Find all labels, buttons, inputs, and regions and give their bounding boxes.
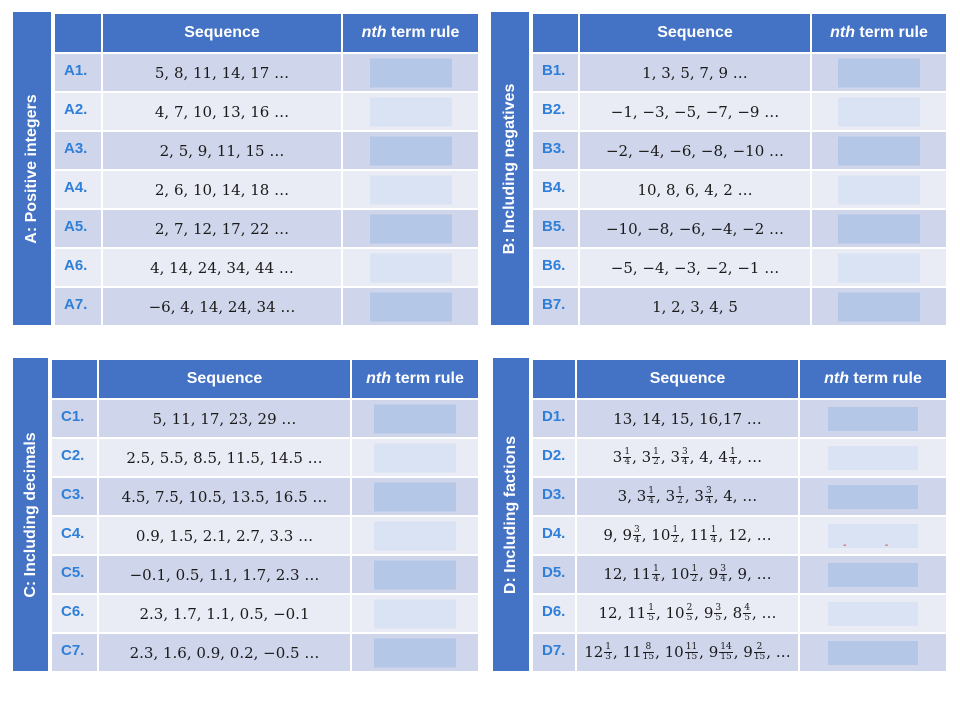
table-row: [532, 477, 947, 516]
header-row: [532, 13, 947, 53]
answer-cover-box[interactable]: [838, 97, 920, 126]
rule-cell: [811, 248, 947, 287]
label-header: [532, 359, 576, 399]
fraction-numerator: 1: [710, 525, 717, 536]
rule-cell: [799, 399, 947, 438]
table-row: [54, 209, 479, 248]
answer-cover-box[interactable]: [838, 58, 920, 87]
panel-b: [491, 12, 946, 325]
sequence-cell: 2.3, 1.6, 0.9, 0.2, −0.5 …: [98, 633, 351, 672]
sequence-text: 12, 11: [598, 603, 647, 622]
rule-header-rest: term rule: [848, 370, 922, 387]
sequence-cell: −6, 4, 14, 24, 34 …: [102, 287, 342, 326]
rule-header: [799, 359, 947, 399]
sequence-cell: [576, 594, 799, 633]
answer-cover-box[interactable]: [838, 253, 920, 282]
sequence-cell: 1, 2, 3, 4, 5: [579, 287, 811, 326]
fraction-numerator: 1: [691, 564, 698, 575]
fraction-denominator: 5: [715, 613, 722, 624]
fraction: [681, 448, 689, 467]
rule-cell: [351, 477, 479, 516]
fraction-denominator: 15: [685, 652, 698, 663]
fraction-denominator: 5: [744, 613, 750, 624]
sequence-text: , 3: [684, 486, 704, 505]
fraction-numerator: 1: [605, 642, 612, 653]
row-label: D2.: [532, 438, 576, 477]
fraction-denominator: 4: [634, 535, 640, 546]
table-c: [50, 358, 480, 673]
answer-cover-box[interactable]: [374, 482, 456, 511]
rule-cell: [342, 170, 479, 209]
fraction-denominator: 15: [720, 652, 732, 663]
sequence-header: Sequence: [579, 13, 811, 53]
rule-cell: [811, 53, 947, 92]
row-label: A2.: [54, 92, 102, 131]
row-label: A1.: [54, 53, 102, 92]
answer-cover-box[interactable]: [374, 638, 456, 667]
table-row: [532, 248, 947, 287]
sequence-cell: 2, 7, 12, 17, 22 …: [102, 209, 342, 248]
fraction-denominator: 15: [753, 652, 766, 663]
sequence-cell: [576, 516, 799, 555]
fraction: [714, 604, 722, 623]
fraction-numerator: 1: [677, 486, 683, 497]
table-row: [51, 633, 479, 672]
side-label-b-text: B: Including negatives: [501, 83, 518, 254]
rule-header: [351, 359, 479, 399]
fraction-denominator: 4: [729, 457, 736, 468]
table-d: [531, 358, 948, 673]
table-row: [54, 287, 479, 326]
fraction-denominator: 4: [705, 496, 712, 507]
answer-cover-box[interactable]: [828, 602, 918, 626]
fraction: [633, 526, 641, 545]
rule-cell: [342, 53, 479, 92]
fraction-numerator: 1: [653, 564, 659, 575]
sequence-text: , 9: [699, 564, 719, 583]
rule-cell: [342, 287, 479, 326]
rule-cell: [351, 516, 479, 555]
fraction-numerator: 3: [634, 525, 640, 536]
answer-cover-box[interactable]: [370, 175, 452, 204]
rule-cell: [799, 555, 947, 594]
answer-cover-box[interactable]: [374, 599, 456, 628]
panel-d: [493, 358, 946, 671]
sequence-text: , 9: [699, 642, 719, 661]
rule-header-em: nth: [830, 24, 855, 41]
sequence-cell: −10, −8, −6, −4, −2 …: [579, 209, 811, 248]
fraction-numerator: 14: [720, 642, 732, 653]
table-row: [532, 399, 947, 438]
fraction-denominator: 2: [653, 457, 659, 468]
fraction-denominator: 15: [642, 652, 655, 663]
table-a: [53, 12, 480, 327]
side-label-c-text: C: Including decimals: [21, 431, 39, 598]
table-row: [532, 438, 947, 477]
rule-cell: [799, 633, 947, 672]
sequence-text: , …: [751, 603, 777, 622]
fraction-numerator: 1: [648, 486, 655, 497]
rule-header-rest: term rule: [854, 24, 928, 41]
fraction: [676, 487, 684, 506]
fraction-numerator: 8: [643, 643, 654, 653]
rule-cell: [799, 594, 947, 633]
fraction-numerator: 11: [685, 642, 698, 653]
sequence-cell: 2.5, 5.5, 8.5, 11.5, 14.5 …: [98, 438, 351, 477]
sequence-text: , 3: [656, 486, 676, 505]
row-label: C7.: [51, 633, 98, 672]
fraction: [643, 643, 654, 662]
panel-a: [13, 12, 478, 325]
table-row: [54, 170, 479, 209]
table-row: [51, 555, 479, 594]
rule-cell: [351, 555, 479, 594]
table-row: [532, 53, 947, 92]
sequence-cell: 10, 8, 6, 4, 2 …: [579, 170, 811, 209]
sequence-text: 12: [584, 642, 604, 661]
row-label: B2.: [532, 92, 579, 131]
sequence-text: , 3: [660, 447, 680, 466]
fraction: [729, 448, 737, 467]
fraction-denominator: 3: [605, 652, 612, 663]
sequence-text: , 10: [660, 564, 690, 583]
answer-cover-box[interactable]: [838, 292, 920, 321]
rule-cell: [351, 594, 479, 633]
rule-cell: [351, 633, 479, 672]
table-row: [532, 92, 947, 131]
fraction: [647, 604, 655, 623]
sequence-cell: [576, 633, 799, 672]
fraction-denominator: 5: [648, 613, 654, 624]
rule-cell: [799, 477, 947, 516]
sequence-text: 13, 14, 15, 16,17 …: [613, 409, 762, 428]
row-label: B5.: [532, 209, 579, 248]
fraction: [623, 448, 631, 467]
sequence-cell: 4, 14, 24, 34, 44 …: [102, 248, 342, 287]
answer-cover-box[interactable]: [374, 443, 456, 472]
sequence-text: 3, 3: [617, 486, 647, 505]
fraction-numerator: 3: [720, 564, 726, 575]
fraction-numerator: 3: [705, 486, 712, 497]
rule-header: [811, 13, 947, 53]
sequence-text: , 10: [655, 603, 685, 622]
table-d-body: [532, 399, 947, 672]
table-row: [532, 633, 947, 672]
answer-cover-box[interactable]: [370, 292, 452, 321]
rule-header: [342, 13, 479, 53]
sequence-cell: 1, 3, 5, 7, 9 …: [579, 53, 811, 92]
rule-cell: [342, 248, 479, 287]
table-row: [532, 594, 947, 633]
fraction-numerator: 1: [653, 447, 659, 458]
side-label-d: [493, 358, 531, 671]
table-row: [54, 92, 479, 131]
fraction-numerator: 2: [754, 643, 765, 653]
row-label: C1.: [51, 399, 98, 438]
table-row: [51, 438, 479, 477]
table-a-body: [54, 53, 479, 326]
sequence-cell: 5, 11, 17, 23, 29 …: [98, 399, 351, 438]
table-row: [532, 555, 947, 594]
panel-c: [13, 358, 478, 671]
table-b: [531, 12, 948, 327]
label-header: [532, 13, 579, 53]
fraction: [710, 526, 718, 545]
sequence-cell: 5, 8, 11, 14, 17 …: [102, 53, 342, 92]
fraction-numerator: 2: [686, 603, 693, 614]
sequence-cell: 2.3, 1.7, 1.1, 0.5, −0.1: [98, 594, 351, 633]
fraction-denominator: 4: [710, 535, 717, 546]
fraction-numerator: 4: [744, 603, 750, 614]
row-label: D6.: [532, 594, 576, 633]
row-label: B6.: [532, 248, 579, 287]
row-label: A4.: [54, 170, 102, 209]
row-label: D7.: [532, 633, 576, 672]
rule-header-rest: term rule: [390, 370, 464, 387]
sequence-text: 9, 9: [603, 525, 632, 544]
row-label: A5.: [54, 209, 102, 248]
sequence-cell: −0.1, 0.5, 1.1, 1.7, 2.3 …: [98, 555, 351, 594]
fraction-denominator: 2: [691, 574, 698, 585]
sequence-cell: −5, −4, −3, −2, −1 …: [579, 248, 811, 287]
answer-cover-box[interactable]: [370, 253, 452, 282]
fraction: [719, 565, 727, 584]
fraction: [604, 643, 612, 662]
fraction-denominator: 5: [686, 613, 693, 624]
row-label: A7.: [54, 287, 102, 326]
table-row: [51, 477, 479, 516]
sequence-text: , 8: [723, 603, 743, 622]
sequence-cell: [576, 477, 799, 516]
red-mark: - -: [843, 540, 889, 551]
side-label-b: [491, 12, 531, 325]
sequence-text: 12, 11: [603, 564, 652, 583]
table-row: [532, 287, 947, 326]
sequence-cell: [576, 438, 799, 477]
fraction: [686, 604, 694, 623]
answer-cover-box[interactable]: [370, 97, 452, 126]
answer-cover-box[interactable]: [828, 446, 918, 470]
sequence-text: , 4, 4: [689, 447, 728, 466]
rule-header-em: nth: [366, 370, 391, 387]
rule-header-em: nth: [824, 370, 849, 387]
table-row: [532, 209, 947, 248]
row-label: C4.: [51, 516, 98, 555]
fraction: [743, 604, 751, 623]
rule-cell: [811, 92, 947, 131]
sequence-text: 3: [612, 447, 623, 466]
sequence-cell: −1, −3, −5, −7, −9 …: [579, 92, 811, 131]
rule-cell: [342, 131, 479, 170]
sequence-cell: [576, 399, 799, 438]
table-row: [51, 594, 479, 633]
fraction-denominator: 2: [677, 496, 683, 507]
fraction-denominator: 4: [653, 574, 659, 585]
sequence-text: , …: [766, 642, 791, 661]
sequence-text: , 11: [680, 525, 709, 544]
row-label: C5.: [51, 555, 98, 594]
side-label-d-text: D: Including factions: [502, 435, 519, 594]
header-row: [532, 359, 947, 399]
fraction-denominator: 4: [648, 496, 655, 507]
fraction: [652, 565, 660, 584]
fraction-numerator: 3: [715, 603, 722, 614]
sequence-text: , 9: [733, 642, 753, 661]
answer-cover-box[interactable]: [828, 563, 918, 587]
table-row: [532, 170, 947, 209]
header-row: [54, 13, 479, 53]
rule-cell: [811, 170, 947, 209]
table-row: [51, 399, 479, 438]
fraction-numerator: 1: [672, 525, 679, 536]
answer-cover-box[interactable]: [838, 214, 920, 243]
side-label-c: [13, 358, 50, 671]
fraction: [719, 643, 732, 662]
row-label: A6.: [54, 248, 102, 287]
rule-cell: [351, 438, 479, 477]
sequence-header: Sequence: [576, 359, 799, 399]
sequence-cell: [576, 555, 799, 594]
row-label: C3.: [51, 477, 98, 516]
sequence-cell: 0.9, 1.5, 2.1, 2.7, 3.3 …: [98, 516, 351, 555]
answer-cover-box[interactable]: [370, 136, 452, 165]
row-label: D5.: [532, 555, 576, 594]
answer-cover-box[interactable]: [374, 560, 456, 589]
sequence-text: , 9, …: [728, 564, 772, 583]
label-header: [51, 359, 98, 399]
row-label: B3.: [532, 131, 579, 170]
fraction: [685, 643, 698, 662]
answer-cover-box[interactable]: [374, 404, 456, 433]
sequence-header: Sequence: [98, 359, 351, 399]
fraction-numerator: 1: [624, 447, 631, 458]
table-row: [532, 131, 947, 170]
fraction: [705, 487, 713, 506]
fraction: [754, 643, 765, 662]
header-row: [51, 359, 479, 399]
row-label: C6.: [51, 594, 98, 633]
sequence-text: , 3: [632, 447, 652, 466]
fraction-denominator: 2: [672, 535, 679, 546]
table-row: [54, 53, 479, 92]
table-row: [54, 248, 479, 287]
rule-cell: [342, 92, 479, 131]
answer-cover-box[interactable]: [370, 214, 452, 243]
row-label: A3.: [54, 131, 102, 170]
sequence-text: , 4, …: [713, 486, 758, 505]
rule-cell: [811, 287, 947, 326]
answer-cover-box[interactable]: [838, 175, 920, 204]
sequence-cell: 4.5, 7.5, 10.5, 13.5, 16.5 …: [98, 477, 351, 516]
sequence-text: , 9: [694, 603, 714, 622]
fraction: [671, 526, 679, 545]
label-header: [54, 13, 102, 53]
fraction-denominator: 4: [624, 457, 631, 468]
fraction: [690, 565, 698, 584]
rule-cell: [351, 399, 479, 438]
row-label: D3.: [532, 477, 576, 516]
fraction: [652, 448, 660, 467]
side-label-a: [13, 12, 53, 325]
rule-header-em: nth: [361, 24, 387, 41]
answer-cover-box[interactable]: [828, 407, 918, 431]
row-label: B7.: [532, 287, 579, 326]
sequence-text: , 10: [641, 525, 671, 544]
rule-cell: [342, 209, 479, 248]
side-label-a-text: A: Positive integers: [23, 93, 40, 244]
answer-cover-box[interactable]: [374, 521, 456, 550]
sequence-text: , …: [737, 447, 763, 466]
fraction-denominator: 4: [720, 574, 726, 585]
row-label: C2.: [51, 438, 98, 477]
table-row: [51, 516, 479, 555]
sequence-text: , 10: [655, 642, 684, 661]
answer-cover-box[interactable]: [838, 136, 920, 165]
fraction-numerator: 3: [682, 447, 688, 458]
table-c-body: [51, 399, 479, 672]
rule-cell: [811, 209, 947, 248]
sequence-cell: −2, −4, −6, −8, −10 …: [579, 131, 811, 170]
answer-cover-box[interactable]: [370, 58, 452, 87]
sequence-header: Sequence: [102, 13, 342, 53]
answer-cover-box[interactable]: [828, 485, 918, 509]
rule-cell: [799, 438, 947, 477]
row-label: D1.: [532, 399, 576, 438]
sequence-cell: 2, 5, 9, 11, 15 …: [102, 131, 342, 170]
answer-cover-box[interactable]: [828, 641, 918, 665]
fraction-numerator: 1: [648, 603, 654, 614]
fraction-numerator: 1: [729, 447, 736, 458]
sequence-cell: 2, 6, 10, 14, 18 …: [102, 170, 342, 209]
rule-cell: [811, 131, 947, 170]
fraction: [647, 487, 655, 506]
table-row: [54, 131, 479, 170]
rule-header-rest: term rule: [386, 24, 460, 41]
fraction-denominator: 4: [682, 457, 688, 468]
row-label: B4.: [532, 170, 579, 209]
table-b-body: [532, 53, 947, 326]
sequence-text: , 12, …: [718, 525, 772, 544]
row-label: B1.: [532, 53, 579, 92]
sequence-cell: 4, 7, 10, 13, 16 …: [102, 92, 342, 131]
row-label: D4.: [532, 516, 576, 555]
sequence-text: , 11: [613, 642, 642, 661]
